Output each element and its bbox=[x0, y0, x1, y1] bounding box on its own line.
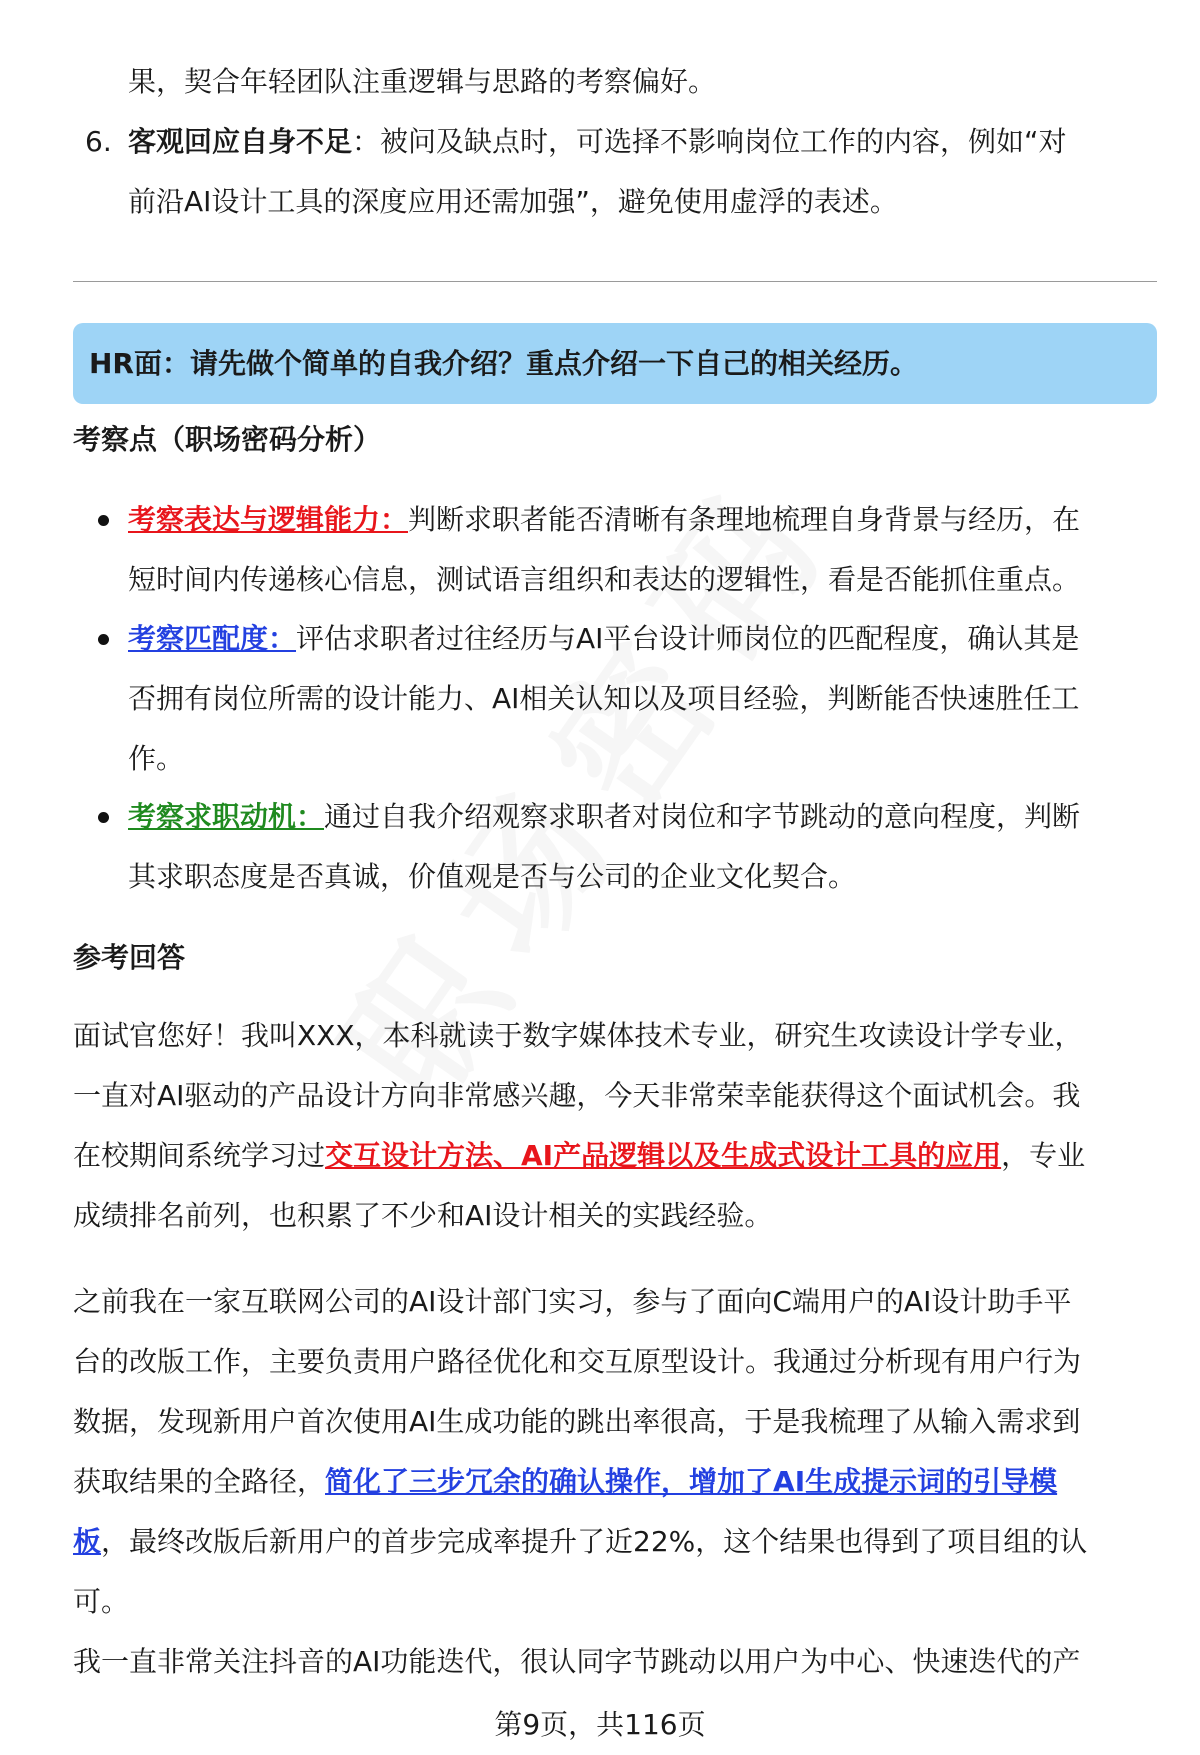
section-divider bbox=[73, 281, 1157, 282]
bullet-label: 考察匹配度： bbox=[128, 622, 297, 655]
answer-heading: 参考回答 bbox=[73, 941, 186, 974]
answer-paragraph-2: 之前我在一家互联网公司的AI设计部门实习，参与了面向C端用户的AI设计助手平 台的改版工作，主要负责用户路径优化和交互原型设计。我通过分析现有用户行为 数据，发现新用户首次使用AI生成功能的跳出率很高，于是我梳理了从输入需求到 获取结果的全路径，简化了三步冗余的确认操作，增加了AI生成提示词的引导模 板，最终改版后新用户的首步完成率提升了近22%，这个结果也得到了项目组的认 可。 bbox=[73, 1285, 1088, 1618]
page-footer: 第9页，共116页 bbox=[494, 1708, 706, 1741]
bullet-label: 考察表达与逻辑能力： bbox=[128, 503, 409, 536]
bullet-item: 考察匹配度：评估求职者过往经历与AI平台设计师岗位的匹配程度，确认其是 否拥有岗位所需的设计能力、AI相关认知以及项目经验，判断能否快速胜任工 作。 bbox=[73, 609, 1163, 789]
answer-paragraph-1: 面试官您好！我叫XXX，本科就读于数字媒体技术专业，研究生攻读设计学专业， 一直对AI驱动的产品设计方向非常感兴趣，今天非常荣幸能获得这个面试机会。我 在校期间系统学习过交互设计方法、AI产品逻辑以及生成式设计工具的应用，专业 成绩排名前列，也积累了不少和AI设计相关的实践经验。 bbox=[73, 1019, 1086, 1232]
bullet-dot-icon bbox=[98, 812, 109, 823]
bullet-dot-icon bbox=[98, 515, 109, 526]
section-heading: 考察点（职场密码分析） bbox=[73, 423, 382, 456]
continuation-line: 果，契合年轻团队注重逻辑与思路的考察偏好。 bbox=[128, 65, 717, 98]
item-text: ：被问及缺点时，可选择不影响岗位工作的内容，例如“对 bbox=[352, 125, 1067, 158]
bullet-dot-icon bbox=[98, 634, 109, 645]
highlight-text: 简化了三步冗余的确认操作，增加了AI生成提示词的引导模 bbox=[325, 1465, 1058, 1498]
question-box: HR面：请先做个简单的自我介绍？重点介绍一下自己的相关经历。 bbox=[73, 323, 1157, 404]
list-item-6 bbox=[73, 112, 1163, 232]
list-number: 6. bbox=[85, 125, 112, 158]
item-text-line2: 前沿AI设计工具的深度应用还需加强”，避免使用虚浮的表述。 bbox=[128, 185, 898, 218]
answer-paragraph-3: 我一直非常关注抖音的AI功能迭代，很认同字节跳动以用户为中心、快速迭代的产 bbox=[73, 1645, 1081, 1678]
item-bold-label: 客观回应自身不足 bbox=[128, 125, 353, 158]
bullet-item: 考察求职动机：通过自我介绍观察求职者对岗位和字节跳动的意向程度，判断 其求职态度是否真诚，价值观是否与公司的企业文化契合。 bbox=[73, 787, 1163, 907]
bullet-item: 考察表达与逻辑能力：判断求职者能否清晰有条理地梳理自身背景与经历，在 短时间内传递核心信息，测试语言组织和表达的逻辑性，看是否能抓住重点。 bbox=[73, 490, 1163, 610]
highlight-text: 交互设计方法、AI产品逻辑以及生成式设计工具的应用 bbox=[325, 1139, 1002, 1172]
highlight-text: 板 bbox=[73, 1525, 102, 1558]
bullet-label: 考察求职动机： bbox=[128, 800, 325, 833]
